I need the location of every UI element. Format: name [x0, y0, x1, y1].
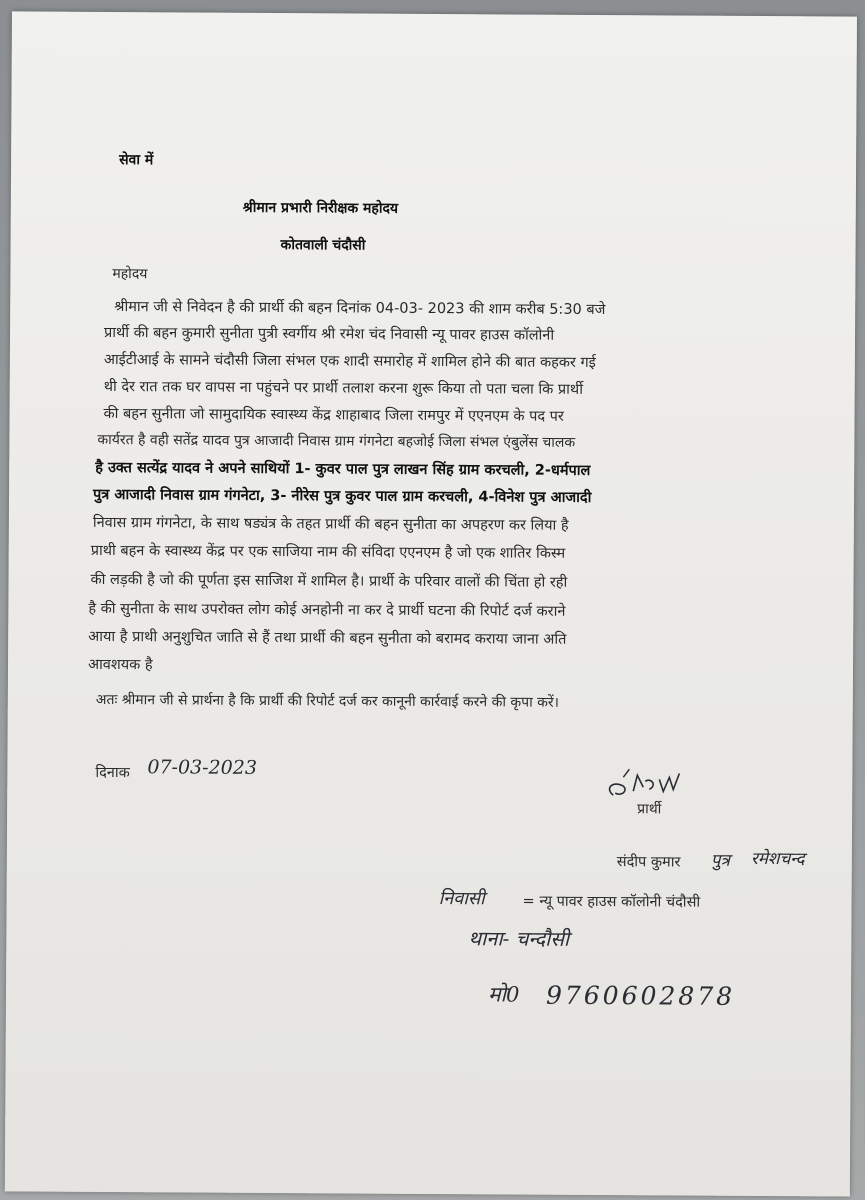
body-line: श्रीमान जी से निवेदन है की प्रार्थी की बहन दिनांक 04-03- 2023 की शाम करीब 5:30 बजे [114, 299, 606, 319]
mobile-number: 9760602878 [545, 980, 736, 1011]
date-handwritten: 07-03-2023 [147, 756, 258, 779]
applicant-father: रमेशचन्द [750, 848, 805, 870]
greeting: महोदय [112, 266, 148, 283]
salutation-to: सेवा में [119, 152, 154, 169]
body-line: प्रार्थी की बहन कुमारी सुनीता पुत्री स्वर्गीय श्री रमेश चंद निवासी न्यू पावर हाउस कॉलोनी [103, 324, 555, 344]
body-line: की लड़की है जो की पूर्णता इस साजिश में शामिल है। प्रार्थी के परिवार वालों की चिंता हो रही [90, 571, 568, 591]
recipient-place: कोतवाली चंदौसी [280, 237, 366, 254]
body-line: प्राथी बहन के स्वास्थ्य केंद्र पर एक साजिया नाम की संविदा एएनएम है जो एक शातिर किस्म [90, 542, 566, 562]
body-line: आया है प्राथी अनुशुचित जाति से हैं तथा प्रार्थी की बहन सुनीता को बरामद कराया जाना अति [88, 628, 567, 648]
address-typed: = न्यू पावर हाउस कॉलोनी चंदौसी [522, 893, 701, 911]
body-line: थी देर रात तक घर वापस ना पहुंचने पर प्रार्थी तलाश करना शुरू किया तो पता चला कि प्रार्थी [103, 378, 584, 398]
request-line: अतः श्रीमान जी से प्रार्थना है कि प्रार्थी की रिपोर्ट दर्ज कर कानूनी कार्रवाई करने की कृपा करें। [95, 691, 560, 711]
letter-sheet [5, 11, 857, 1196]
applicant-signature [603, 763, 693, 804]
body-line: की बहन सुनीता जो सामुदायिक स्वास्थ्य केंद्र शाहाबाद जिला रामपुर में एएनएम के पद पर [103, 405, 564, 425]
address-label: निवासी [438, 888, 485, 910]
date-label: दिनाक [95, 764, 130, 782]
body-line: है की सुनीता के साथ उपरोक्त लोग कोई अनहोनी ना कर दे प्रार्थी घटना की रिपोर्ट दर्ज कराने [88, 600, 566, 620]
recipient-title: श्रीमान प्रभारी निरीक्षक महोदय [242, 199, 399, 217]
applicant-name: संदीप कुमार [616, 854, 681, 871]
body-line: पुत्र आजादी निवास ग्राम गंगनेटा, 3- नीरेस पुत्र कुवर पाल ग्राम करचली, 4-विनेश पुत्र आजादी [93, 486, 592, 506]
body-line: निवास ग्राम गंगनेटा, के साथ षड्यंत्र के तहत प्रार्थी की बहन सुनीता का अपहरण कर लिया है [92, 514, 569, 534]
body-line: आवशयक है [87, 656, 153, 674]
applicant-relation: पुत्र [710, 850, 730, 871]
police-station: थाना- चन्दौसी [468, 926, 570, 951]
body-line: है उक्त सत्येंद्र यादव ने अपने साथियों 1- कुवर पाल पुत्र लाखन सिंह ग्राम करचली, 2-धर्मपाल [95, 459, 591, 479]
applicant-label: प्रार्थी [637, 801, 662, 818]
body-line: कार्यरत है वही सतेंद्र यादव पुत्र आजादी निवास ग्राम गंगनेटा बहजोई जिला संभल एंबुलेंस चालक [97, 431, 576, 451]
body-line: आईटीआई के सामने चंदौसी जिला संभल एक शादी समारोह में शामिल होने की बात कहकर गई [103, 351, 596, 371]
mobile-label: मो0 [487, 982, 520, 1007]
